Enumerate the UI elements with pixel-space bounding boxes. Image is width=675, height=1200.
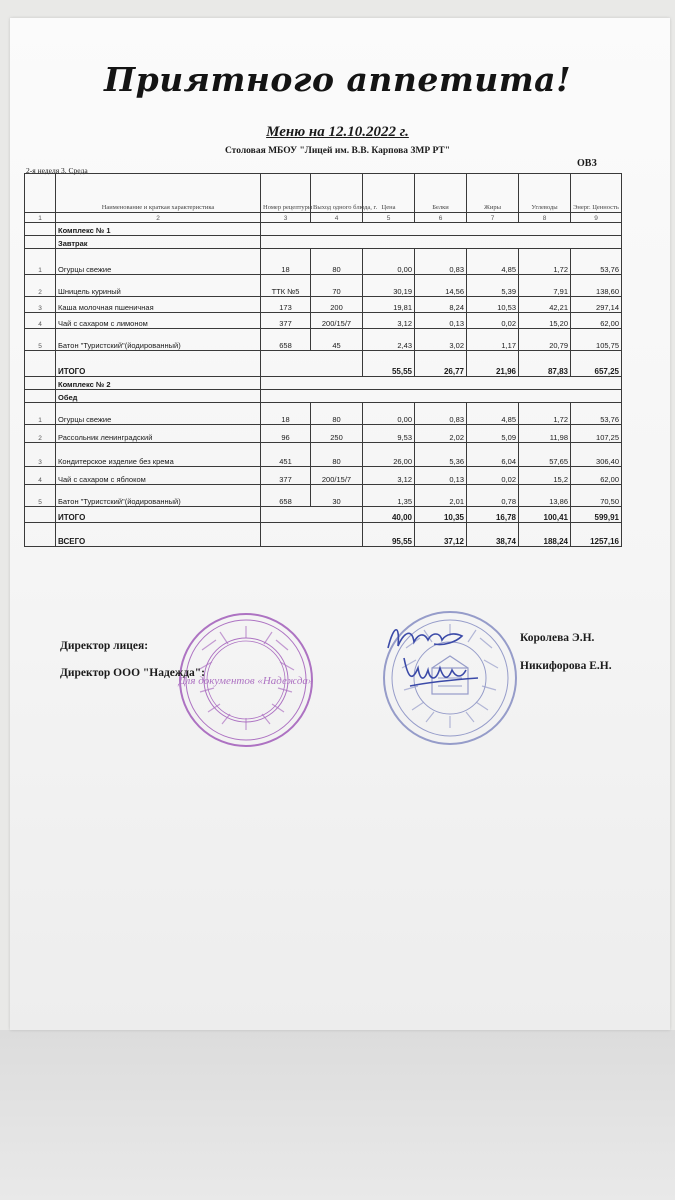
cell-protein: 2,02	[415, 425, 467, 443]
cell-name: Кондитерское изделие без крема	[56, 443, 261, 467]
cell-n: 3	[25, 443, 56, 467]
cell-output: 200/15/7	[311, 313, 363, 329]
cell-carbs: 15,2	[519, 467, 571, 485]
page-title: Приятного аппетита!	[103, 60, 572, 99]
total-index-cell	[25, 351, 56, 377]
header-index	[25, 174, 56, 213]
cell-output: 80	[311, 403, 363, 425]
cell-price: 0,00	[363, 403, 415, 425]
header-energy: Энерг. Ценность	[571, 174, 622, 213]
cell-output: 70	[311, 275, 363, 297]
column-number: 2	[56, 213, 261, 223]
total-empty-cell	[261, 507, 363, 523]
cell-energy: 297,14	[571, 297, 622, 313]
cell-protein: 14,56	[415, 275, 467, 297]
total-carbs: 188,24	[519, 523, 571, 547]
section-empty-cell	[261, 236, 622, 249]
cell-recipe: 658	[261, 329, 311, 351]
section-label: Комплекс № 2	[56, 377, 261, 390]
section-index-cell	[25, 377, 56, 390]
cell-fat: 4,85	[467, 403, 519, 425]
section-empty-cell	[261, 390, 622, 403]
total-energy: 1257,16	[571, 523, 622, 547]
cell-output: 200	[311, 297, 363, 313]
table-row	[25, 329, 622, 351]
total-protein: 37,12	[415, 523, 467, 547]
cell-name: Батон "Туристский"(йодированный)	[56, 329, 261, 351]
total-row	[25, 507, 622, 523]
column-numbers-row	[25, 213, 622, 223]
total-price: 55,55	[363, 351, 415, 377]
cell-price: 3,12	[363, 313, 415, 329]
cell-n: 1	[25, 403, 56, 425]
total-protein: 26,77	[415, 351, 467, 377]
section-row	[25, 377, 622, 390]
organization-name: Столовая МБОУ "Лицей им. В.В. Карпова ЗМР РТ"	[224, 146, 451, 156]
cell-fat: 5,39	[467, 275, 519, 297]
column-number: 6	[415, 213, 467, 223]
table-row	[25, 275, 622, 297]
section-index-cell	[25, 236, 56, 249]
cell-name: Огурцы свежие	[56, 403, 261, 425]
signatory-name-2: Никифорова Е.Н.	[520, 660, 612, 672]
total-price: 40,00	[363, 507, 415, 523]
cell-protein: 0,83	[415, 249, 467, 275]
table-row	[25, 443, 622, 467]
table-row	[25, 313, 622, 329]
cell-name: Чай с сахаром с лимоном	[56, 313, 261, 329]
cell-carbs: 15,20	[519, 313, 571, 329]
cell-energy: 306,40	[571, 443, 622, 467]
cell-energy: 62,00	[571, 467, 622, 485]
table-row	[25, 297, 622, 313]
cell-fat: 0,02	[467, 467, 519, 485]
signatory-name-1: Королева Э.Н.	[520, 632, 595, 644]
total-label: ВСЕГО	[56, 523, 261, 547]
cell-energy: 105,75	[571, 329, 622, 351]
menu-date: Меню на 12.10.2022 г.	[266, 124, 409, 140]
menu-table	[24, 173, 622, 547]
total-row	[25, 351, 622, 377]
total-index-cell	[25, 523, 56, 547]
cell-fat: 4,85	[467, 249, 519, 275]
header-name: Наименование и краткая характеристика	[56, 174, 261, 213]
director-ooo-label: Директор ООО "Надежда":	[60, 667, 206, 679]
header-protein: Белки	[415, 174, 467, 213]
director-lyceum-label: Директор лицея:	[60, 640, 149, 652]
cell-recipe: 658	[261, 485, 311, 507]
section-empty-cell	[261, 223, 622, 236]
total-fat: 21,96	[467, 351, 519, 377]
signature-ooo	[400, 648, 490, 698]
total-label: ИТОГО	[56, 507, 261, 523]
organization-stamp	[176, 610, 316, 750]
section-empty-cell	[261, 377, 622, 390]
column-number: 8	[519, 213, 571, 223]
cell-output: 45	[311, 329, 363, 351]
table-row	[25, 403, 622, 425]
cell-output: 200/15/7	[311, 467, 363, 485]
section-row	[25, 236, 622, 249]
total-energy: 599,91	[571, 507, 622, 523]
cell-n: 5	[25, 329, 56, 351]
cell-carbs: 42,21	[519, 297, 571, 313]
cell-carbs: 20,79	[519, 329, 571, 351]
cell-recipe: 18	[261, 249, 311, 275]
cell-protein: 0,13	[415, 313, 467, 329]
cell-price: 30,19	[363, 275, 415, 297]
total-carbs: 87,83	[519, 351, 571, 377]
ovz-label: ОВЗ	[577, 158, 597, 169]
cell-price: 9,53	[363, 425, 415, 443]
total-label: ИТОГО	[56, 351, 261, 377]
header-fat: Жиры	[467, 174, 519, 213]
cell-energy: 138,60	[571, 275, 622, 297]
header-output: Выход одного блюда, г.	[311, 174, 363, 213]
cell-protein: 5,36	[415, 443, 467, 467]
cell-fat: 5,09	[467, 425, 519, 443]
cell-recipe: 173	[261, 297, 311, 313]
total-energy: 657,25	[571, 351, 622, 377]
column-number: 3	[261, 213, 311, 223]
cell-price: 2,43	[363, 329, 415, 351]
cell-carbs: 57,65	[519, 443, 571, 467]
total-price: 95,55	[363, 523, 415, 547]
total-fat: 16,78	[467, 507, 519, 523]
cell-recipe: 18	[261, 403, 311, 425]
total-protein: 10,35	[415, 507, 467, 523]
background-surface	[0, 1030, 675, 1200]
table-header-row	[25, 174, 622, 213]
header-price: Цена	[363, 174, 415, 213]
cell-energy: 62,00	[571, 313, 622, 329]
cell-name: Чай с сахаром с яблоком	[56, 467, 261, 485]
cell-n: 5	[25, 485, 56, 507]
cell-n: 4	[25, 313, 56, 329]
cell-carbs: 11,98	[519, 425, 571, 443]
total-empty-cell	[261, 351, 363, 377]
cell-fat: 0,02	[467, 313, 519, 329]
section-index-cell	[25, 390, 56, 403]
total-carbs: 100,41	[519, 507, 571, 523]
cell-name: Огурцы свежие	[56, 249, 261, 275]
cell-name: Каша молочная пшеничная	[56, 297, 261, 313]
section-index-cell	[25, 223, 56, 236]
cell-n: 2	[25, 425, 56, 443]
header-carbs: Углеводы	[519, 174, 571, 213]
cell-name: Шницель куриный	[56, 275, 261, 297]
table-row	[25, 249, 622, 275]
cell-fat: 6,04	[467, 443, 519, 467]
column-number: 5	[363, 213, 415, 223]
cell-price: 19,81	[363, 297, 415, 313]
cell-recipe: 96	[261, 425, 311, 443]
cell-n: 2	[25, 275, 56, 297]
cell-output: 80	[311, 249, 363, 275]
total-index-cell	[25, 507, 56, 523]
cell-energy: 53,76	[571, 249, 622, 275]
cell-n: 1	[25, 249, 56, 275]
cell-name: Батон "Туристский"(йодированный)	[56, 485, 261, 507]
table-row	[25, 425, 622, 443]
stamp-text: Для документов «Надежда»	[178, 675, 314, 687]
cell-fat: 10,53	[467, 297, 519, 313]
column-number: 4	[311, 213, 363, 223]
cell-carbs: 13,86	[519, 485, 571, 507]
column-number: 9	[571, 213, 622, 223]
cell-carbs: 7,91	[519, 275, 571, 297]
week-label: 2-я неделя 3. Среда	[26, 166, 88, 175]
cell-energy: 53,76	[571, 403, 622, 425]
cell-recipe: 377	[261, 313, 311, 329]
cell-protein: 2,01	[415, 485, 467, 507]
cell-output: 250	[311, 425, 363, 443]
total-empty-cell	[261, 523, 363, 547]
cell-energy: 107,25	[571, 425, 622, 443]
cell-energy: 70,50	[571, 485, 622, 507]
cell-carbs: 1,72	[519, 403, 571, 425]
section-row	[25, 223, 622, 236]
cell-output: 80	[311, 443, 363, 467]
cell-price: 0,00	[363, 249, 415, 275]
cell-n: 3	[25, 297, 56, 313]
cell-protein: 3,02	[415, 329, 467, 351]
header-recipe: Номер рецептуры	[261, 174, 311, 213]
cell-recipe: 451	[261, 443, 311, 467]
section-label: Завтрак	[56, 236, 261, 249]
cell-protein: 0,83	[415, 403, 467, 425]
cell-recipe: ТТК №5	[261, 275, 311, 297]
total-fat: 38,74	[467, 523, 519, 547]
cell-price: 26,00	[363, 443, 415, 467]
cell-price: 3,12	[363, 467, 415, 485]
section-row	[25, 390, 622, 403]
cell-name: Рассольник ленинградский	[56, 425, 261, 443]
section-label: Комплекс № 1	[56, 223, 261, 236]
cell-fat: 1,17	[467, 329, 519, 351]
table-row	[25, 467, 622, 485]
column-number: 1	[25, 213, 56, 223]
cell-recipe: 377	[261, 467, 311, 485]
cell-n: 4	[25, 467, 56, 485]
column-number: 7	[467, 213, 519, 223]
cell-carbs: 1,72	[519, 249, 571, 275]
table-row	[25, 485, 622, 507]
section-label: Обед	[56, 390, 261, 403]
cell-output: 30	[311, 485, 363, 507]
total-row	[25, 523, 622, 547]
cell-protein: 0,13	[415, 467, 467, 485]
cell-price: 1,35	[363, 485, 415, 507]
cell-protein: 8,24	[415, 297, 467, 313]
cell-fat: 0,78	[467, 485, 519, 507]
